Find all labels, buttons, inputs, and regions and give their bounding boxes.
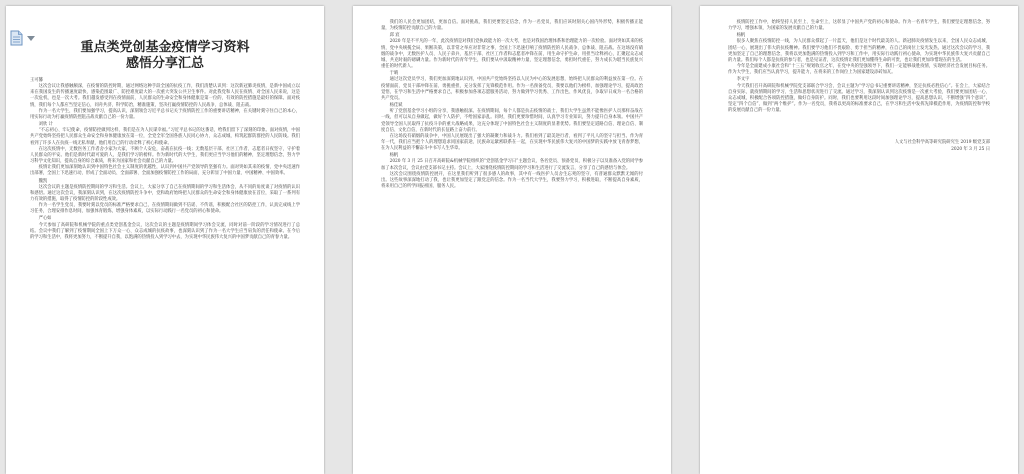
- document-title: [30, 40, 300, 72]
- author-name: 李文宇: [736, 77, 750, 83]
- paragraph: 在这场没有硝烟的战争中，中国人民展现出了强大的凝聚力和战斗力。我们看到了最美逆行者，看到了平凡人的坚守与担当。作为青年一代，我们应当把个人的理想追求同国家前途、民族命运紧密联系在一起，在实现中华民族伟大复兴的中国梦的实践中放飞青春梦想，在为人民利益的不懈奋斗中书写人生华章。: [381, 133, 643, 152]
- paragraph: 今天我们召开高研院和机械学院党支部联合学习会，会议主题为“学习总书记重要讲话精神，坚定抗疫必胜信心”。在会上，大家结合自身实际，就疫情期间的学习、生活和思想状况进行了交流。通过学习，我深刻认识到这次疫情是一次重大考验，我们要更加团结一心、众志成城，积极配合各项防控措施，做好自身防护。同时，我们也要利用这段时间加强理论学习，提高思想认识，不断增强“四个意识”、坚定“四个自信”、做到“两个维护”。作为一名党员，我将以更高的标准要求自己，在学习和生活中发挥先锋模范作用，为疫情防控和学校的发展贡献自己的一份力量。: [728, 83, 990, 114]
- paragraph: 这次会议的主题是疫情防控期间的学习和生活。会议上，大家分享了自己在疫情期间的学习和生活体会，从不同的角度谈了对疫情的认识和感悟。通过这次会议，我深刻认识到，在这次疫情防控斗争中，党和政府始终把人民群众的生命安全和身体健康放在首位，采取了一系列有力有效的措施，取得了疫情防控的阶段性成效。: [30, 184, 300, 202]
- document-page-1: [6, 6, 324, 474]
- paragraph: 疫情让我们更加深刻地认识到中国特色社会主义制度的优越性，认识到中国共产党领导的坚强有力。面对突如其来的疫情，党中央迅速作出部署，全国上下迅速行动，形成了全面动员、全面部署、全面加强疫情防控工作的局面，充分彰显了中国力量、中国精神、中国效率。: [30, 165, 300, 177]
- author-name: 杨帆: [736, 33, 746, 39]
- document-page-3: [700, 6, 1018, 474]
- document-page-2: [353, 6, 671, 474]
- paragraph: 通过这次党员学习，我们更加深刻地认识到，中国共产党始终坚持以人民为中心的发展思想，始终把人民群众的利益放在第一位。在疫情面前，党员干部冲锋在前、勇挑重担，充分发挥了先锋模范作用。作为一名预备党员，我要以他们为榜样，加强理论学习，提高政治觉悟，在学习和生活中严格要求自己，积极参加各项志愿服务活动，努力做到学习优秀、工作出色、作风优良，争取早日成为一名合格的共产党员。: [381, 77, 643, 101]
- author-name: 于晴: [389, 71, 399, 77]
- document-icon[interactable]: [10, 30, 23, 46]
- paragraph: 今天参加了高研院和机械学院的重点类党创基金会议，这次会议的主题是疫情期间学习体会交流，同时对前一阶段的学习情况进行了总结。会议中我们了解到了疫情期间全国上下万众一心、众志成城的抗疫故事，也深刻认识到了作为一名大学生应当肩负的责任和使命。在今后的学习和生活中，我将更加努力，不断提升自我，以饱满的热情投入到学习中去，为实现中华民族伟大复兴的中国梦贡献自己的青春力量。: [30, 222, 300, 240]
- paragraph: “不忘初心、牢记使命，疫情防控做到这样，我们是在为人民谋幸福。”习近平总书记的这番话，给我们留下了深刻的印象。面对疫情，中国共产党始终坚持把人民群众生命安全和身体健康放在第一位，全党全军全国各族人民同心协力，众志成城，构筑起群防群控的人民防线。我们看到了许多人在抗疫一线无私奉献，他们用自己的行动诠释了初心和使命。: [30, 128, 300, 146]
- title-line-2: 感悟分享汇总: [125, 56, 204, 71]
- signature-block: [728, 140, 990, 152]
- author-name: 刘欣 计: [38, 122, 53, 128]
- paragraph: 我们的人民会更加团结，更加自信。面对挑战，我们更要坚定信念，作为一名党员，我们应该时刻关心国内外形势，积极传播正能量，为疫情防控贡献自己的力量。: [381, 20, 643, 32]
- paragraph: 这次会议围绕疫情防控展开，在这里我们听到了很多感人的故事，其中有一线医护人员舍生忘死的坚守，有普通群众默默无闻的付出。这些故事深深地打动了我，也让我更加坚定了跟党走的信念。作为一名当代大学生，我要努力学习，积极进取，不断提高自身素质，将来用自己的所学回报祖国、服务人民。: [381, 171, 643, 190]
- paragraph: 很多人聚焦在疫情防控一线，为人民群众撑起了一片蓝天，他们是这个时代最美的人。新冠肺炎疫情发生以来，全国人民众志成城、团结一心，展现出了伟大的抗疫精神。我们要学习他们不畏艰险、勇于担当的精神，在自己的岗位上发光发热。通过这次会议的学习，我更加坚定了自己的理想信念，我将以更加饱满的热情投入到学习和工作中，用实际行动践行初心使命，为实现中华民族伟大复兴贡献自己的力量。我们每个人都是抗疫的参与者，也是见证者，这次疫情让我们更加懂得生命的可贵，也让我们更加珍惜现在的生活。: [728, 39, 990, 63]
- signature-organization: 人文与社会科学高等研究院研究生 2019 级党支部: [894, 140, 990, 146]
- author-name: 邱 宸: [389, 33, 400, 39]
- author-name: 杨帆: [389, 153, 399, 159]
- paragraph: 听了党创基金学习小组的分享，我感触很深。在疫情期间，每个人都是抗击疫情的战士，我们大学生虽然不能像医护人员那样奋战在一线，但可以从自身做起，做好个人防护，不给国家添乱。同时，我们更要珍惜时间，认真学习专业知识，努力提升自身本领。中国共产党领导全国人民取得了抗疫斗争的重大战略成果，这充分体现了中国特色社会主义制度的显著优势。我们要坚定道路自信、理论自信、制度自信、文化自信，在新时代的长征路上奋力前行。: [381, 109, 643, 133]
- author-name: 魏凯: [38, 178, 48, 184]
- paragraph: 作为一名大学生，我们要加强学习，提高认识，深刻领会习近平总书记关于疫情防控工作的重要讲话精神，在关键时刻守住自己的本心，用实际行动为打赢疫情防控阻击战贡献自己的一份力量。: [30, 108, 300, 120]
- paragraph: 今年是全面建成小康社会和“十三五”规划收官之年，在党中央的坚强领导下，我们一定能够战胜疫情，实现经济社会发展目标任务。作为大学生，我们应当认真学习，提升能力，在将来的工作岗位上为国家建设添砖加瓦。: [728, 64, 990, 76]
- paragraph: 2020 年 3 月 25 日召开高研院&机械学院组织的“党创基金学习日”主题会议，各名党员、预备党员、积极分子以及准备入党的同学参加了本次会议，会议由党支部书记主持。会议上，大家围绕疫情防控期间的学习和生活进行了交流发言，分享了自己的感悟与体会。: [381, 159, 643, 171]
- paragraph: 疫情防控工作中，始终坚持人民至上、生命至上，这彰显了中国共产党的初心和使命。作为一名青年学生，我们要坚定理想信念，努力学习，增强本领，为国家的发展贡献自己的力量。: [728, 20, 990, 32]
- signature-date: 2020 年 3 月 25 日: [951, 146, 990, 152]
- paragraph: 2020 年是不平凡的一年，此次疫情是对我们党执政能力的一次大考，也是对我国治理体系和治理能力的一次检验。面对突如其来的疫情，党中央统揽全局、果断决策，以非常之举应对非常之事，全国上下迅速打响了疫情防控的人民战争、总体战、阻击战。在这场没有硝烟的战争中，无数医护人员、人民子弟兵、基层干部、社区工作者和志愿者冲锋在前，用生命守护生命，用担当诠释初心，汇聚起众志成城、共克时艰的磅礴力量。作为新时代的青年学生，我们要从中汲取精神力量，坚定理想信念，勇担时代重任，努力成长为堪当民族复兴重任的时代新人。: [381, 39, 643, 70]
- paragraph: 作为一名学生党员，我要时刻以党员的标准严格要求自己，在疫情期间做到不信谣、不传谣，积极配合社区的防控工作，认真完成线上学习任务，合理安排作息时间，加强体育锻炼，增强身体素质，以实际行动践行一名党员的初心和使命。: [30, 203, 300, 215]
- title-line-1: 重点类党创基金疫情学习资料: [80, 40, 250, 55]
- paragraph: 在这次疫情中，无数医务工作者舍小家为大家，不顾个人安危，奋战在抗疫一线；无数基层干部、社区工作者、志愿者日夜坚守，守护着人民群众的平安。他们是新时代最可爱的人，是我们学习的榜样。作为新时代的大学生，我们更应当学习他们的精神，坚定理想信念，努力学习科学文化知识，提高自身的综合素质，将来为国家和社会贡献自己的力量。: [30, 146, 300, 165]
- paragraph: 这次会议让我感触颇深，在疫情的防控时期，通过网络这种手段全国的抗疫工作，我们清楚认识到：这次新冠肺炎疫情，是新中国成立以来在我国发生的传播速度最快、感染范围最广、防控难度最大的一次重大突发公共卫生事件。对此我党和人民在疫情、对全国人民来说，这是一次危机，也是一次大考。我们越发感受到在疫情面前，人民群众的生命安全和身体健康是第一位的，有效的防控措施是最好的保障。面对疫情，我们每个人都应当坚定信心，同舟共济，科学防治，精准施策，坚决打赢疫情防控的人民战争、总体战、阻击战。: [30, 84, 300, 108]
- author-name: 王可馨: [30, 78, 43, 83]
- author-name: 严心如: [38, 216, 52, 222]
- caret-down-icon[interactable]: [27, 36, 35, 41]
- author-name: 杨佳斌: [389, 103, 403, 109]
